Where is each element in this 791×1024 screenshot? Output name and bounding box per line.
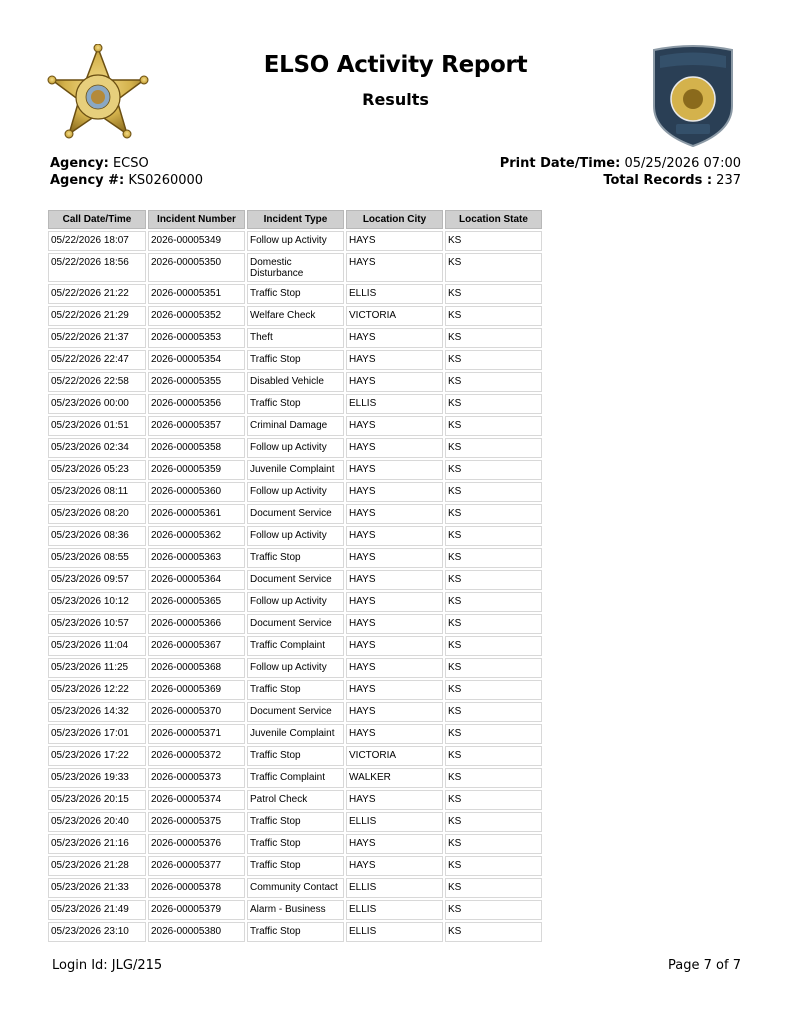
- table-row: [48, 658, 542, 678]
- cell-incident-number: 2026-00005373: [148, 768, 245, 788]
- table-row: [48, 570, 542, 590]
- cell-location-city: HAYS: [346, 680, 443, 700]
- cell-location-city: HAYS: [346, 614, 443, 634]
- table-row: [48, 812, 542, 832]
- column-header-location-city: Location City: [346, 210, 443, 229]
- cell-incident-type: Criminal Damage: [247, 416, 344, 436]
- table-row: [48, 231, 542, 251]
- cell-incident-type: Juvenile Complaint: [247, 724, 344, 744]
- table-row: [48, 680, 542, 700]
- table-row: [48, 900, 542, 920]
- table-row: [48, 350, 542, 370]
- cell-incident-number: 2026-00005364: [148, 570, 245, 590]
- cell-incident-number: 2026-00005372: [148, 746, 245, 766]
- cell-incident-number: 2026-00005367: [148, 636, 245, 656]
- cell-location-city: HAYS: [346, 526, 443, 546]
- cell-location-city: HAYS: [346, 504, 443, 524]
- agency-info: [50, 155, 203, 189]
- cell-incident-type: Alarm - Business: [247, 900, 344, 920]
- activity-table: [46, 208, 544, 944]
- cell-incident-type: Traffic Stop: [247, 284, 344, 304]
- cell-location-city: HAYS: [346, 658, 443, 678]
- cell-incident-number: 2026-00005377: [148, 856, 245, 876]
- cell-incident-number: 2026-00005375: [148, 812, 245, 832]
- table-row: [48, 482, 542, 502]
- cell-incident-type: Traffic Stop: [247, 548, 344, 568]
- cell-call-datetime: 05/23/2026 08:55: [48, 548, 146, 568]
- agency-value: ECSO: [112, 156, 149, 171]
- table-row: [48, 328, 542, 348]
- page-number: Page 7 of 7: [668, 958, 741, 973]
- print-datetime-value: 05/25/2026 07:00: [624, 156, 741, 171]
- cell-incident-number: 2026-00005362: [148, 526, 245, 546]
- cell-incident-type: Juvenile Complaint: [247, 460, 344, 480]
- total-records-value: 237: [716, 173, 741, 188]
- cell-incident-type: Traffic Stop: [247, 922, 344, 942]
- cell-incident-type: Domestic Disturbance: [247, 253, 344, 282]
- table-row: [48, 416, 542, 436]
- cell-incident-type: Traffic Stop: [247, 350, 344, 370]
- cell-call-datetime: 05/23/2026 02:34: [48, 438, 146, 458]
- cell-location-city: VICTORIA: [346, 306, 443, 326]
- cell-call-datetime: 05/23/2026 17:22: [48, 746, 146, 766]
- cell-incident-number: 2026-00005359: [148, 460, 245, 480]
- table-row: [48, 768, 542, 788]
- table-header-row: [48, 210, 542, 229]
- cell-location-city: ELLIS: [346, 394, 443, 414]
- cell-location-state: KS: [445, 658, 542, 678]
- table-row: [48, 834, 542, 854]
- cell-location-state: KS: [445, 878, 542, 898]
- cell-incident-type: Follow up Activity: [247, 592, 344, 612]
- cell-location-state: KS: [445, 702, 542, 722]
- cell-location-state: KS: [445, 372, 542, 392]
- cell-location-city: ELLIS: [346, 284, 443, 304]
- column-header-incident-type: Incident Type: [247, 210, 344, 229]
- cell-incident-number: 2026-00005361: [148, 504, 245, 524]
- cell-incident-type: Document Service: [247, 570, 344, 590]
- cell-location-state: KS: [445, 724, 542, 744]
- cell-location-state: KS: [445, 790, 542, 810]
- cell-incident-number: 2026-00005379: [148, 900, 245, 920]
- cell-incident-type: Traffic Stop: [247, 680, 344, 700]
- table-row: [48, 438, 542, 458]
- login-id: Login Id: JLG/215: [52, 958, 163, 973]
- cell-incident-number: 2026-00005370: [148, 702, 245, 722]
- cell-location-city: HAYS: [346, 231, 443, 251]
- table-row: [48, 460, 542, 480]
- cell-incident-number: 2026-00005355: [148, 372, 245, 392]
- cell-location-state: KS: [445, 900, 542, 920]
- print-info: [500, 155, 741, 189]
- report-subtitle: Results: [362, 90, 429, 109]
- cell-location-city: HAYS: [346, 460, 443, 480]
- table-row: [48, 372, 542, 392]
- cell-location-city: HAYS: [346, 834, 443, 854]
- table-row: [48, 394, 542, 414]
- cell-call-datetime: 05/22/2026 21:22: [48, 284, 146, 304]
- cell-call-datetime: 05/23/2026 21:28: [48, 856, 146, 876]
- table-row: [48, 284, 542, 304]
- cell-incident-number: 2026-00005357: [148, 416, 245, 436]
- cell-incident-number: 2026-00005378: [148, 878, 245, 898]
- cell-call-datetime: 05/23/2026 08:36: [48, 526, 146, 546]
- cell-call-datetime: 05/23/2026 21:16: [48, 834, 146, 854]
- cell-incident-number: 2026-00005353: [148, 328, 245, 348]
- cell-call-datetime: 05/22/2026 21:37: [48, 328, 146, 348]
- cell-call-datetime: 05/23/2026 12:22: [48, 680, 146, 700]
- cell-call-datetime: 05/23/2026 08:11: [48, 482, 146, 502]
- cell-location-city: HAYS: [346, 724, 443, 744]
- cell-location-state: KS: [445, 460, 542, 480]
- cell-incident-type: Traffic Stop: [247, 812, 344, 832]
- cell-location-state: KS: [445, 834, 542, 854]
- cell-call-datetime: 05/22/2026 18:56: [48, 253, 146, 282]
- table-row: [48, 548, 542, 568]
- table-row: [48, 856, 542, 876]
- cell-incident-number: 2026-00005365: [148, 592, 245, 612]
- cell-location-state: KS: [445, 636, 542, 656]
- cell-call-datetime: 05/22/2026 22:58: [48, 372, 146, 392]
- cell-location-state: KS: [445, 922, 542, 942]
- total-records-label: Total Records :: [603, 173, 713, 188]
- report-title: ELSO Activity Report: [263, 52, 528, 78]
- cell-call-datetime: 05/23/2026 09:57: [48, 570, 146, 590]
- cell-location-state: KS: [445, 416, 542, 436]
- table-row: [48, 504, 542, 524]
- cell-call-datetime: 05/23/2026 01:51: [48, 416, 146, 436]
- cell-call-datetime: 05/23/2026 21:33: [48, 878, 146, 898]
- column-header-location-state: Location State: [445, 210, 542, 229]
- cell-location-city: HAYS: [346, 548, 443, 568]
- cell-location-state: KS: [445, 231, 542, 251]
- cell-incident-type: Document Service: [247, 614, 344, 634]
- cell-call-datetime: 05/23/2026 20:40: [48, 812, 146, 832]
- cell-location-state: KS: [445, 856, 542, 876]
- cell-incident-number: 2026-00005358: [148, 438, 245, 458]
- cell-location-city: HAYS: [346, 592, 443, 612]
- cell-location-state: KS: [445, 570, 542, 590]
- cell-location-city: HAYS: [346, 350, 443, 370]
- cell-location-city: HAYS: [346, 636, 443, 656]
- cell-incident-type: Patrol Check: [247, 790, 344, 810]
- cell-location-state: KS: [445, 482, 542, 502]
- cell-location-city: HAYS: [346, 856, 443, 876]
- cell-call-datetime: 05/23/2026 20:15: [48, 790, 146, 810]
- cell-call-datetime: 05/23/2026 17:01: [48, 724, 146, 744]
- table-row: [48, 636, 542, 656]
- cell-incident-type: Follow up Activity: [247, 482, 344, 502]
- cell-location-state: KS: [445, 746, 542, 766]
- cell-call-datetime: 05/23/2026 10:12: [48, 592, 146, 612]
- table-row: [48, 724, 542, 744]
- cell-incident-number: 2026-00005368: [148, 658, 245, 678]
- cell-incident-number: 2026-00005360: [148, 482, 245, 502]
- cell-location-state: KS: [445, 768, 542, 788]
- cell-location-city: HAYS: [346, 416, 443, 436]
- cell-call-datetime: 05/23/2026 11:25: [48, 658, 146, 678]
- table-row: [48, 878, 542, 898]
- cell-location-state: KS: [445, 306, 542, 326]
- cell-incident-type: Traffic Complaint: [247, 768, 344, 788]
- cell-incident-type: Document Service: [247, 504, 344, 524]
- cell-incident-type: Follow up Activity: [247, 658, 344, 678]
- cell-incident-number: 2026-00005366: [148, 614, 245, 634]
- cell-incident-number: 2026-00005371: [148, 724, 245, 744]
- cell-incident-number: 2026-00005376: [148, 834, 245, 854]
- cell-location-city: HAYS: [346, 438, 443, 458]
- cell-incident-number: 2026-00005374: [148, 790, 245, 810]
- cell-location-state: KS: [445, 253, 542, 282]
- cell-call-datetime: 05/23/2026 21:49: [48, 900, 146, 920]
- cell-incident-type: Follow up Activity: [247, 526, 344, 546]
- cell-location-city: HAYS: [346, 790, 443, 810]
- table-row: [48, 614, 542, 634]
- cell-incident-type: Welfare Check: [247, 306, 344, 326]
- cell-location-city: HAYS: [346, 482, 443, 502]
- agency-number-value: KS0260000: [128, 173, 204, 188]
- cell-incident-number: 2026-00005354: [148, 350, 245, 370]
- cell-location-state: KS: [445, 548, 542, 568]
- cell-incident-type: Follow up Activity: [247, 438, 344, 458]
- cell-location-state: KS: [445, 328, 542, 348]
- cell-call-datetime: 05/23/2026 11:04: [48, 636, 146, 656]
- cell-call-datetime: 05/23/2026 00:00: [48, 394, 146, 414]
- cell-call-datetime: 05/23/2026 05:23: [48, 460, 146, 480]
- cell-incident-type: Traffic Stop: [247, 394, 344, 414]
- cell-call-datetime: 05/22/2026 18:07: [48, 231, 146, 251]
- cell-call-datetime: 05/23/2026 19:33: [48, 768, 146, 788]
- cell-location-city: HAYS: [346, 253, 443, 282]
- cell-location-city: ELLIS: [346, 900, 443, 920]
- cell-location-state: KS: [445, 812, 542, 832]
- agency-number-label: Agency #:: [50, 173, 125, 188]
- column-header-call-datetime: Call Date/Time: [48, 210, 146, 229]
- cell-incident-number: 2026-00005351: [148, 284, 245, 304]
- cell-incident-number: 2026-00005363: [148, 548, 245, 568]
- cell-location-state: KS: [445, 592, 542, 612]
- cell-call-datetime: 05/22/2026 21:29: [48, 306, 146, 326]
- cell-location-city: WALKER: [346, 768, 443, 788]
- cell-call-datetime: 05/23/2026 10:57: [48, 614, 146, 634]
- cell-incident-type: Traffic Stop: [247, 746, 344, 766]
- table-row: [48, 306, 542, 326]
- cell-call-datetime: 05/22/2026 22:47: [48, 350, 146, 370]
- cell-incident-number: 2026-00005380: [148, 922, 245, 942]
- table-row: [48, 746, 542, 766]
- cell-incident-type: Document Service: [247, 702, 344, 722]
- cell-location-city: HAYS: [346, 372, 443, 392]
- cell-incident-type: Theft: [247, 328, 344, 348]
- cell-incident-type: Traffic Stop: [247, 834, 344, 854]
- cell-location-city: HAYS: [346, 570, 443, 590]
- cell-incident-type: Traffic Stop: [247, 856, 344, 876]
- cell-location-state: KS: [445, 614, 542, 634]
- cell-incident-number: 2026-00005349: [148, 231, 245, 251]
- cell-location-city: ELLIS: [346, 878, 443, 898]
- cell-call-datetime: 05/23/2026 08:20: [48, 504, 146, 524]
- cell-location-state: KS: [445, 394, 542, 414]
- cell-incident-number: 2026-00005369: [148, 680, 245, 700]
- column-header-incident-number: Incident Number: [148, 210, 245, 229]
- cell-call-datetime: 05/23/2026 14:32: [48, 702, 146, 722]
- cell-location-state: KS: [445, 504, 542, 524]
- cell-call-datetime: 05/23/2026 23:10: [48, 922, 146, 942]
- cell-location-city: ELLIS: [346, 812, 443, 832]
- cell-incident-number: 2026-00005352: [148, 306, 245, 326]
- cell-location-state: KS: [445, 350, 542, 370]
- cell-location-state: KS: [445, 438, 542, 458]
- print-datetime-label: Print Date/Time:: [499, 156, 621, 171]
- table-row: [48, 526, 542, 546]
- cell-incident-type: Follow up Activity: [247, 231, 344, 251]
- cell-incident-type: Community Contact: [247, 878, 344, 898]
- cell-location-state: KS: [445, 284, 542, 304]
- cell-incident-type: Traffic Complaint: [247, 636, 344, 656]
- cell-location-city: ELLIS: [346, 922, 443, 942]
- table-row: [48, 922, 542, 942]
- table-row: [48, 592, 542, 612]
- cell-location-state: KS: [445, 680, 542, 700]
- cell-location-city: VICTORIA: [346, 746, 443, 766]
- cell-incident-number: 2026-00005356: [148, 394, 245, 414]
- table-row: [48, 253, 542, 282]
- cell-incident-number: 2026-00005350: [148, 253, 245, 282]
- table-row: [48, 702, 542, 722]
- agency-label: Agency:: [50, 156, 109, 171]
- cell-incident-type: Disabled Vehicle: [247, 372, 344, 392]
- cell-location-city: HAYS: [346, 702, 443, 722]
- table-row: [48, 790, 542, 810]
- cell-location-state: KS: [445, 526, 542, 546]
- cell-location-city: HAYS: [346, 328, 443, 348]
